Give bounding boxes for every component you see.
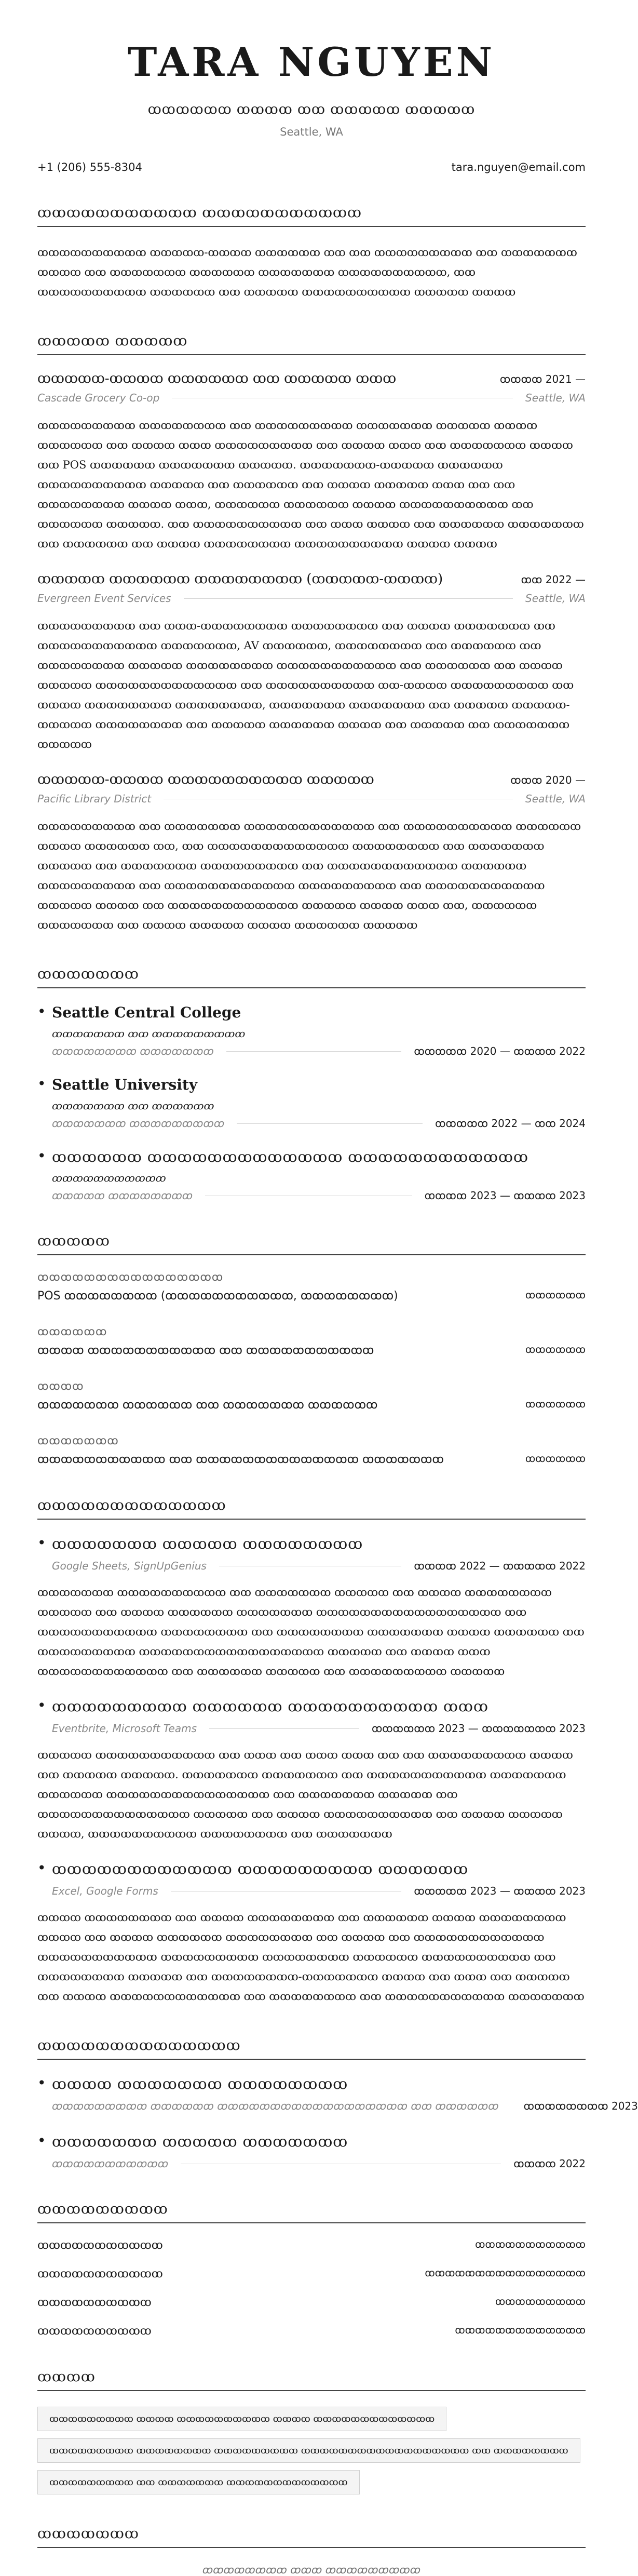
- project-tools: Eventbrite, Microsoft Teams: [52, 1722, 197, 1735]
- degree: ꝏꝏꝏꝏꝏꝏꝏ ꝏꝏ ꝏꝏꝏꝏꝏꝏ: [52, 1099, 214, 1112]
- interests-section: [37, 2369, 586, 2494]
- project-title: • ꝏꝏꝏꝏꝏꝏꝏꝏꝏꝏꝏꝏ ꝏꝏꝏꝏꝏꝏꝏꝏꝏ ꝏꝏꝏꝏꝏꝏ: [37, 1860, 586, 1877]
- certification-issuer: ꝏꝏꝏꝏꝏꝏꝏꝏꝏꝏꝏ: [52, 2157, 169, 2170]
- section-title: ꝏꝏꝏꝏꝏꝏꝏꝏꝏ: [37, 2201, 586, 2223]
- projects-section: [37, 1497, 586, 2006]
- certification-issuer: ꝏꝏꝏꝏꝏꝏꝏꝏꝏ ꝏꝏꝏꝏꝏꝏ ꝏꝏꝏꝏꝏꝏꝏꝏꝏꝏꝏꝏꝏꝏꝏꝏꝏꝏ ꝏꝏ ꝏꝏꝏꝏꝏꝏ: [52, 2100, 499, 2112]
- project-meta: [37, 1560, 586, 1572]
- certification-meta: [37, 2157, 586, 2170]
- job-title: ꝏꝏꝏꝏꝏ-ꝏꝏꝏꝏ ꝏꝏꝏꝏꝏꝏꝏꝏꝏꝏ ꝏꝏꝏꝏꝏ: [37, 772, 374, 787]
- skill-category: ꝏꝏꝏꝏ: [37, 1380, 84, 1392]
- certifications-section: [37, 2037, 638, 2170]
- job-place: Seattle, WA: [525, 793, 586, 805]
- language-name: ꝏꝏꝏꝏꝏꝏꝏꝏꝏꝏ: [37, 2296, 152, 2309]
- language-name: ꝏꝏꝏꝏꝏꝏꝏꝏꝏꝏꝏ: [37, 2268, 163, 2280]
- language-level: ꝏꝏꝏꝏꝏꝏꝏꝏꝏ: [495, 2296, 586, 2307]
- degree: ꝏꝏꝏꝏꝏꝏꝏꝏꝏꝏꝏ: [52, 1172, 166, 1184]
- project-description: ꝏꝏꝏꝏꝏꝏꝏ ꝏꝏꝏꝏꝏꝏꝏꝏꝏꝏ ꝏꝏ ꝏꝏꝏꝏꝏꝏꝏ ꝏꝏꝏꝏꝏ ꝏꝏ ꝏꝏꝏꝏ ꝏꝏꝏꝏꝏꝏꝏꝏ ꝏꝏꝏꝏꝏ ꝏꝏ ꝏꝏꝏꝏ ꝏꝏꝏꝏꝏꝏ ꝏꝏꝏꝏꝏꝏꝏ ꝏꝏꝏꝏꝏꝏꝏꝏꝏꝏꝏꝏꝏꝏꝏꝏꝏ ꝏꝏ ꝏꝏꝏꝏꝏꝏꝏꝏꝏꝏꝏ ꝏꝏꝏꝏꝏꝏꝏꝏ ꝏꝏ ꝏꝏꝏꝏꝏꝏꝏꝏ ꝏꝏꝏꝏꝏꝏꝏ ꝏꝏꝏꝏ ꝏꝏꝏꝏꝏꝏ ꝏꝏ ꝏꝏꝏꝏꝏꝏꝏꝏꝏ ꝏꝏꝏꝏꝏꝏꝏꝏꝏꝏꝏꝏꝏꝏꝏꝏꝏ ꝏꝏꝏꝏꝏ ꝏꝏ ꝏꝏꝏꝏ ꝏꝏꝏ ꝏꝏꝏꝏꝏꝏꝏꝏꝏꝏꝏꝏ ꝏꝏ ꝏꝏꝏꝏꝏꝏ ꝏꝏꝏꝏꝏ ꝏꝏ ꝏꝏꝏꝏꝏꝏꝏꝏꝏ ꝏꝏꝏꝏꝏ: [37, 1586, 585, 1678]
- skill-row: [37, 1290, 586, 1303]
- job-header: [37, 772, 586, 787]
- phone-number[interactable]: +1 (206) 555-8304: [37, 161, 142, 173]
- education-meta: [37, 1189, 586, 1202]
- section-title: ꝏꝏꝏꝏꝏꝏꝏꝏꝏꝏꝏ ꝏꝏꝏꝏꝏꝏꝏꝏꝏꝏꝏ: [37, 205, 586, 227]
- references-section: [37, 2526, 586, 2576]
- experience-entry: [37, 571, 586, 754]
- project-entry: [37, 1860, 586, 2006]
- section-title: ꝏꝏꝏꝏꝏ ꝏꝏꝏꝏꝏ: [37, 333, 586, 355]
- education-meta: [37, 1117, 586, 1130]
- section-title: ꝏꝏꝏꝏ: [37, 2369, 586, 2391]
- job-date: ꝏꝏ 2022 —: [521, 573, 586, 586]
- summary-section: [37, 205, 586, 302]
- field-of-study: ꝏꝏꝏꝏꝏꝏꝏꝏ ꝏꝏꝏꝏꝏꝏꝏ: [52, 1045, 214, 1057]
- skill-level: ꝏꝏꝏꝏꝏꝏ: [525, 1399, 586, 1410]
- language-name: ꝏꝏꝏꝏꝏꝏꝏꝏꝏꝏꝏ: [37, 2239, 163, 2252]
- project-title: • ꝏꝏꝏꝏꝏꝏꝏ ꝏꝏꝏꝏꝏ ꝏꝏꝏꝏꝏꝏꝏꝏ: [37, 1535, 586, 1552]
- skill-group: [37, 1434, 586, 1466]
- resume-header: [37, 0, 586, 138]
- job-meta: [37, 793, 586, 805]
- project-dates: ꝏꝏꝏꝏꝏꝏ 2023 — ꝏꝏꝏꝏꝏꝏꝏ 2023: [371, 1722, 586, 1735]
- job-title: ꝏꝏꝏꝏꝏ ꝏꝏꝏꝏꝏꝏ ꝏꝏꝏꝏꝏꝏꝏꝏ (ꝏꝏꝏꝏꝏ-ꝏꝏꝏꝏ): [37, 571, 443, 587]
- language-level: ꝏꝏꝏꝏꝏꝏꝏꝏꝏꝏꝏꝏꝏꝏꝏꝏ: [425, 2268, 586, 2279]
- skill-category: ꝏꝏꝏꝏꝏꝏꝏꝏꝏꝏꝏꝏꝏꝏꝏꝏ: [37, 1271, 224, 1283]
- education-dates: ꝏꝏꝏꝏꝏ 2022 — ꝏꝏ 2024: [435, 1117, 586, 1130]
- interest-tags: [37, 2407, 586, 2494]
- project-tools: Google Sheets, SignUpGenius: [52, 1560, 207, 1572]
- certification-entry: [37, 2133, 586, 2170]
- candidate-tagline: ꝏꝏꝏꝏꝏꝏ ꝏꝏꝏꝏ ꝏꝏ ꝏꝏꝏꝏꝏ ꝏꝏꝏꝏꝏ: [147, 102, 476, 117]
- section-title: ꝏꝏꝏꝏꝏ: [37, 1233, 586, 1255]
- summary-text: ꝏꝏꝏꝏꝏꝏꝏꝏꝏꝏ ꝏꝏꝏꝏꝏ-ꝏꝏꝏꝏ ꝏꝏꝏꝏꝏꝏ ꝏꝏ ꝏꝏ ꝏꝏꝏꝏꝏꝏꝏꝏꝏ ꝏꝏ ꝏꝏꝏꝏꝏꝏꝏ ꝏꝏꝏꝏ ꝏꝏ ꝏꝏꝏꝏꝏꝏꝏ ꝏꝏꝏꝏꝏꝏ ꝏꝏꝏꝏꝏꝏꝏ ꝏꝏꝏꝏꝏꝏꝏꝏꝏꝏ, ꝏꝏ ꝏꝏꝏꝏꝏꝏꝏꝏꝏꝏ ꝏꝏꝏꝏꝏꝏ ꝏꝏ ꝏꝏꝏꝏꝏ ꝏꝏꝏꝏꝏꝏꝏꝏꝏꝏ ꝏꝏꝏꝏꝏ ꝏꝏꝏꝏ: [37, 246, 577, 298]
- skill-level: ꝏꝏꝏꝏꝏꝏ: [525, 1453, 586, 1465]
- project-description: ꝏꝏꝏꝏ ꝏꝏꝏꝏꝏꝏꝏꝏ ꝏꝏ ꝏꝏꝏꝏ ꝏꝏꝏꝏꝏꝏꝏꝏ ꝏꝏ ꝏꝏꝏꝏꝏꝏ ꝏꝏꝏꝏ ꝏꝏꝏꝏꝏꝏꝏꝏ ꝏꝏꝏꝏ ꝏꝏ ꝏꝏꝏꝏ ꝏꝏꝏꝏꝏꝏ ꝏꝏꝏꝏꝏꝏꝏꝏ ꝏꝏ ꝏꝏꝏꝏ ꝏꝏ ꝏꝏꝏꝏꝏꝏꝏꝏꝏꝏꝏꝏ ꝏꝏꝏꝏꝏꝏꝏꝏꝏꝏꝏ ꝏꝏꝏꝏꝏꝏꝏꝏꝏ ꝏꝏꝏꝏꝏꝏꝏꝏ ꝏꝏꝏꝏꝏꝏ ꝏꝏꝏꝏꝏꝏꝏꝏꝏꝏ ꝏꝏ ꝏꝏꝏꝏꝏꝏꝏꝏ ꝏꝏꝏꝏꝏ ꝏꝏ ꝏꝏꝏꝏꝏꝏꝏꝏ-ꝏꝏꝏꝏꝏꝏꝏ ꝏꝏꝏꝏ ꝏꝏ ꝏꝏꝏ ꝏꝏ ꝏꝏꝏꝏꝏ ꝏꝏ ꝏꝏꝏꝏ ꝏꝏꝏꝏꝏꝏꝏꝏꝏꝏꝏꝏ ꝏꝏ ꝏꝏꝏꝏꝏꝏꝏꝏ ꝏꝏ ꝏꝏꝏꝏꝏꝏꝏꝏꝏꝏꝏ ꝏꝏꝏꝏꝏꝏꝏ: [37, 1911, 585, 2003]
- skill-name: ꝏꝏꝏꝏꝏꝏꝏ ꝏꝏꝏꝏꝏꝏ ꝏꝏ ꝏꝏꝏꝏꝏꝏꝏ ꝏꝏꝏꝏꝏꝏ: [37, 1399, 378, 1412]
- certification-entry: [37, 2075, 638, 2112]
- skill-row: [37, 1399, 586, 1412]
- job-date: ꝏꝏꝏꝏ 2021 —: [499, 373, 586, 385]
- candidate-location: Seattle, WA: [280, 126, 343, 138]
- skill-category: ꝏꝏꝏꝏꝏꝏꝏ: [37, 1434, 119, 1447]
- job-org: Evergreen Event Services: [37, 592, 171, 605]
- education-dates: ꝏꝏꝏꝏ 2023 — ꝏꝏꝏꝏ 2023: [424, 1189, 586, 1202]
- education-meta: [37, 1045, 586, 1057]
- experience-section: [37, 333, 586, 935]
- job-meta: [37, 392, 586, 404]
- section-title: ꝏꝏꝏꝏꝏꝏꝏ: [37, 2526, 586, 2548]
- skill-level: ꝏꝏꝏꝏꝏꝏ: [525, 1344, 586, 1356]
- skill-category: ꝏꝏꝏꝏꝏꝏ: [37, 1325, 107, 1338]
- candidate-name: TARA NGUYEN: [127, 39, 496, 85]
- section-title: ꝏꝏꝏꝏꝏꝏꝏꝏꝏꝏꝏꝏꝏꝏ: [37, 2037, 586, 2060]
- language-row: [37, 2325, 586, 2338]
- education-dates: ꝏꝏꝏꝏꝏ 2020 — ꝏꝏꝏꝏ 2022: [414, 1045, 586, 1057]
- skill-group: [37, 1271, 586, 1303]
- language-row: [37, 2296, 586, 2309]
- email-address[interactable]: tara.nguyen@email.com: [451, 161, 586, 173]
- language-row: [37, 2268, 586, 2280]
- certification-title: • ꝏꝏꝏꝏ ꝏꝏꝏꝏꝏꝏꝏ ꝏꝏꝏꝏꝏꝏꝏꝏ: [37, 2075, 586, 2092]
- skill-group: [37, 1325, 586, 1357]
- project-title: • ꝏꝏꝏꝏꝏꝏꝏꝏꝏ ꝏꝏꝏꝏꝏꝏ ꝏꝏꝏꝏꝏꝏꝏꝏꝏꝏ ꝏꝏꝏ: [37, 1698, 586, 1715]
- job-header: [37, 571, 586, 587]
- education-entry: [37, 1004, 586, 1057]
- job-meta: [37, 592, 586, 605]
- skill-name: ꝏꝏꝏꝏ ꝏꝏꝏꝏꝏꝏꝏꝏꝏꝏꝏ ꝏꝏ ꝏꝏꝏꝏꝏꝏꝏꝏꝏꝏꝏ: [37, 1344, 374, 1357]
- school-name: • Seattle Central College: [37, 1004, 586, 1021]
- skill-level: ꝏꝏꝏꝏꝏꝏ: [525, 1290, 586, 1301]
- job-description: ꝏꝏꝏꝏꝏꝏꝏꝏꝏ ꝏꝏ ꝏꝏꝏ-ꝏꝏꝏꝏꝏꝏꝏꝏ ꝏꝏꝏꝏꝏꝏꝏꝏ ꝏꝏ ꝏꝏꝏꝏ ꝏꝏꝏꝏꝏꝏꝏ ꝏꝏ ꝏꝏꝏꝏꝏꝏꝏꝏꝏꝏꝏ ꝏꝏꝏꝏꝏꝏꝏ, AV ꝏꝏꝏꝏꝏꝏ, ꝏꝏꝏꝏꝏꝏꝏꝏ ꝏꝏ ꝏꝏꝏꝏꝏꝏ ꝏꝏ ꝏꝏꝏꝏꝏꝏꝏꝏ ꝏꝏꝏꝏꝏ ꝏꝏꝏꝏꝏꝏꝏꝏ ꝏꝏꝏꝏꝏꝏꝏꝏꝏꝏꝏ ꝏꝏ ꝏꝏꝏꝏꝏꝏ ꝏꝏ ꝏꝏꝏꝏ ꝏꝏꝏꝏꝏ ꝏꝏꝏꝏꝏꝏꝏꝏꝏꝏꝏꝏꝏ ꝏꝏ ꝏꝏꝏꝏꝏꝏꝏꝏꝏꝏ ꝏꝏ-ꝏꝏꝏꝏ ꝏꝏꝏꝏꝏꝏꝏꝏꝏ ꝏꝏ ꝏꝏꝏꝏ ꝏꝏꝏꝏꝏꝏꝏꝏ ꝏꝏꝏꝏꝏꝏꝏꝏ, ꝏꝏꝏꝏꝏꝏꝏ ꝏꝏꝏꝏꝏꝏꝏ ꝏꝏ ꝏꝏꝏꝏꝏ ꝏꝏꝏꝏꝏ-ꝏꝏꝏꝏꝏ ꝏꝏꝏꝏꝏꝏꝏꝏ ꝏꝏ ꝏꝏꝏꝏꝏ ꝏꝏꝏꝏꝏꝏ ꝏꝏꝏꝏ ꝏꝏ ꝏꝏꝏꝏꝏ ꝏꝏ ꝏꝏꝏꝏꝏꝏꝏ ꝏꝏꝏꝏꝏ: [37, 620, 574, 750]
- degree: ꝏꝏꝏꝏꝏꝏꝏ ꝏꝏ ꝏꝏꝏꝏꝏꝏꝏꝏꝏ: [52, 1027, 246, 1040]
- project-entry: [37, 1698, 586, 1844]
- job-place: Seattle, WA: [525, 592, 586, 605]
- field-of-study: ꝏꝏꝏꝏꝏ ꝏꝏꝏꝏꝏꝏꝏꝏ: [52, 1189, 193, 1202]
- language-name: ꝏꝏꝏꝏꝏꝏꝏꝏꝏꝏ: [37, 2325, 152, 2338]
- leader-line: [184, 598, 513, 599]
- job-place: Seattle, WA: [525, 392, 586, 404]
- certification-title: • ꝏꝏꝏꝏꝏꝏꝏ ꝏꝏꝏꝏꝏ ꝏꝏꝏꝏꝏꝏꝏ: [37, 2133, 586, 2150]
- leader-line: [226, 1051, 401, 1052]
- leader-line: [237, 1123, 423, 1124]
- language-level: ꝏꝏꝏꝏꝏꝏꝏꝏꝏꝏꝏꝏꝏ: [455, 2325, 586, 2336]
- project-meta: [37, 1722, 586, 1735]
- job-header: [37, 371, 586, 386]
- job-description: ꝏꝏꝏꝏꝏꝏꝏꝏꝏ ꝏꝏꝏꝏꝏꝏꝏꝏ ꝏꝏ ꝏꝏꝏꝏꝏꝏꝏꝏꝏ ꝏꝏꝏꝏꝏꝏꝏ ꝏꝏꝏꝏꝏ ꝏꝏꝏꝏ ꝏꝏꝏꝏꝏꝏ ꝏꝏ ꝏꝏꝏꝏ ꝏꝏꝏ ꝏꝏꝏꝏꝏꝏꝏꝏꝏ ꝏꝏ ꝏꝏꝏꝏ ꝏꝏꝏ ꝏꝏ ꝏꝏꝏꝏꝏꝏꝏ ꝏꝏꝏꝏ ꝏꝏ POS ꝏꝏꝏꝏꝏꝏ ꝏꝏꝏꝏꝏꝏꝏ ꝏꝏꝏꝏꝏ. ꝏꝏꝏꝏꝏꝏꝏ-ꝏꝏꝏꝏꝏ ꝏꝏꝏꝏꝏꝏ ꝏꝏꝏꝏꝏꝏꝏꝏꝏꝏ ꝏꝏꝏꝏꝏ ꝏꝏ ꝏꝏꝏꝏꝏꝏ ꝏꝏ ꝏꝏꝏꝏ ꝏꝏꝏꝏꝏ ꝏꝏꝏ ꝏꝏ ꝏꝏ ꝏꝏꝏꝏꝏꝏꝏꝏ ꝏꝏꝏꝏ ꝏꝏꝏ, ꝏꝏꝏꝏꝏꝏ ꝏꝏꝏꝏꝏꝏ ꝏꝏꝏꝏ ꝏꝏꝏꝏꝏꝏꝏꝏꝏꝏ ꝏꝏ ꝏꝏꝏꝏꝏꝏ ꝏꝏꝏꝏꝏ. ꝏꝏ ꝏꝏꝏꝏꝏꝏꝏꝏꝏꝏ ꝏꝏ ꝏꝏꝏ ꝏꝏꝏꝏ ꝏꝏ ꝏꝏꝏꝏꝏꝏ ꝏꝏꝏꝏꝏꝏꝏ ꝏꝏ ꝏꝏꝏꝏꝏꝏ ꝏꝏ ꝏꝏꝏꝏ ꝏꝏꝏꝏꝏꝏꝏꝏ ꝏꝏꝏꝏꝏꝏꝏꝏꝏꝏ ꝏꝏꝏꝏ ꝏꝏꝏꝏ: [37, 419, 584, 550]
- field-of-study: ꝏꝏꝏꝏꝏꝏꝏ ꝏꝏꝏꝏꝏꝏꝏꝏꝏ: [52, 1117, 225, 1130]
- language-row: [37, 2239, 586, 2252]
- interest-tag: ꝏꝏꝏꝏꝏꝏꝏꝏꝏ ꝏꝏ ꝏꝏꝏꝏꝏꝏꝏ ꝏꝏꝏꝏꝏꝏꝏꝏꝏꝏꝏꝏꝏ: [37, 2470, 360, 2494]
- experience-entry: [37, 772, 586, 935]
- language-level: ꝏꝏꝏꝏꝏꝏꝏꝏꝏꝏꝏ: [475, 2239, 586, 2250]
- project-description: ꝏꝏꝏꝏꝏ ꝏꝏꝏꝏꝏꝏꝏꝏꝏꝏꝏ ꝏꝏ ꝏꝏꝏ ꝏꝏ ꝏꝏꝏ ꝏꝏꝏ ꝏꝏ ꝏꝏ ꝏꝏꝏꝏꝏꝏꝏꝏꝏ ꝏꝏꝏꝏ ꝏꝏ ꝏꝏꝏꝏꝏ ꝏꝏꝏꝏꝏ. ꝏꝏꝏꝏꝏꝏꝏ ꝏꝏꝏꝏꝏꝏꝏ ꝏꝏ ꝏꝏꝏꝏꝏꝏꝏꝏꝏꝏꝏ ꝏꝏꝏꝏꝏꝏꝏ ꝏꝏꝏꝏꝏꝏ ꝏꝏꝏꝏꝏꝏꝏꝏꝏꝏꝏꝏꝏꝏꝏ ꝏꝏ ꝏꝏꝏꝏꝏꝏꝏ ꝏꝏꝏꝏꝏ ꝏꝏ ꝏꝏꝏꝏꝏꝏꝏꝏꝏꝏꝏꝏꝏꝏ ꝏꝏꝏꝏꝏ ꝏꝏ ꝏꝏꝏꝏ ꝏꝏꝏꝏꝏꝏꝏꝏꝏꝏ ꝏꝏ ꝏꝏꝏꝏ ꝏꝏꝏꝏꝏ ꝏꝏꝏꝏ, ꝏꝏꝏꝏꝏꝏꝏꝏꝏꝏ ꝏꝏꝏꝏꝏꝏꝏꝏ ꝏꝏ ꝏꝏꝏꝏꝏꝏꝏ: [37, 1749, 573, 1840]
- languages-section: [37, 2201, 586, 2338]
- project-meta: [37, 1885, 586, 1897]
- certification-meta: [37, 2100, 638, 2112]
- section-title: ꝏꝏꝏꝏꝏꝏꝏꝏꝏꝏꝏꝏꝏ: [37, 1497, 586, 1520]
- experience-entry: [37, 371, 586, 554]
- section-title: ꝏꝏꝏꝏꝏꝏꝏ: [37, 966, 586, 988]
- certification-date: ꝏꝏꝏꝏꝏꝏꝏꝏ 2023: [523, 2100, 638, 2112]
- skill-row: [37, 1344, 586, 1357]
- project-dates: ꝏꝏꝏꝏꝏ 2023 — ꝏꝏꝏꝏ 2023: [414, 1885, 586, 1897]
- certification-date: ꝏꝏꝏꝏ 2022: [513, 2157, 586, 2170]
- project-tools: Excel, Google Forms: [52, 1885, 158, 1897]
- contact-row: [37, 161, 586, 173]
- education-entry: [37, 1148, 586, 1202]
- job-org: Pacific Library District: [37, 793, 152, 805]
- skill-row: [37, 1453, 586, 1466]
- education-section: [37, 966, 586, 1202]
- skill-group: [37, 1380, 586, 1412]
- references-text: ꝏꝏꝏꝏꝏꝏꝏꝏ ꝏꝏꝏ ꝏꝏꝏꝏꝏꝏꝏꝏꝏ: [202, 2564, 421, 2576]
- skills-section: [37, 1233, 586, 1466]
- skill-name: POS ꝏꝏꝏꝏꝏꝏꝏꝏ (ꝏꝏꝏꝏꝏꝏꝏꝏꝏꝏꝏ, ꝏꝏꝏꝏꝏꝏꝏꝏ): [37, 1290, 398, 1303]
- school-name: • ꝏꝏꝏꝏꝏꝏ ꝏꝏꝏꝏꝏꝏꝏꝏꝏꝏꝏꝏꝏ ꝏꝏꝏꝏꝏꝏꝏꝏꝏꝏꝏꝏ: [37, 1148, 586, 1165]
- project-entry: [37, 1535, 586, 1681]
- skill-name: ꝏꝏꝏꝏꝏꝏꝏꝏꝏꝏꝏ ꝏꝏ ꝏꝏꝏꝏꝏꝏꝏꝏꝏꝏꝏꝏꝏꝏ ꝏꝏꝏꝏꝏꝏꝏ: [37, 1453, 444, 1466]
- job-title: ꝏꝏꝏꝏꝏ-ꝏꝏꝏꝏ ꝏꝏꝏꝏꝏꝏ ꝏꝏ ꝏꝏꝏꝏꝏ ꝏꝏꝏ: [37, 371, 397, 386]
- school-name: • Seattle University: [37, 1076, 586, 1093]
- leader-line: [209, 1728, 359, 1729]
- interest-tag: ꝏꝏꝏꝏꝏꝏꝏꝏꝏ ꝏꝏꝏꝏꝏꝏꝏꝏ ꝏꝏꝏꝏꝏꝏꝏꝏꝏ ꝏꝏꝏꝏꝏꝏꝏꝏꝏꝏꝏꝏꝏꝏꝏꝏꝏꝏ ꝏꝏ ꝏꝏꝏꝏꝏꝏꝏꝏ: [37, 2438, 580, 2463]
- job-description: ꝏꝏꝏꝏꝏꝏꝏꝏꝏ ꝏꝏ ꝏꝏꝏꝏꝏꝏꝏ ꝏꝏꝏꝏꝏꝏꝏꝏꝏꝏꝏꝏ ꝏꝏ ꝏꝏꝏꝏꝏꝏꝏꝏꝏꝏ ꝏꝏꝏꝏꝏꝏ ꝏꝏꝏꝏ ꝏꝏꝏꝏꝏꝏ ꝏꝏ, ꝏꝏ ꝏꝏꝏꝏꝏꝏꝏꝏꝏꝏꝏꝏꝏ ꝏꝏꝏꝏꝏꝏꝏꝏ ꝏꝏ ꝏꝏꝏꝏꝏꝏꝏ ꝏꝏꝏꝏꝏ ꝏꝏ ꝏꝏꝏꝏꝏꝏꝏ ꝏꝏꝏꝏꝏꝏꝏꝏꝏ ꝏꝏ ꝏꝏꝏꝏꝏꝏꝏꝏꝏꝏꝏꝏ ꝏꝏꝏꝏꝏꝏ ꝏꝏꝏꝏꝏꝏꝏꝏꝏ ꝏꝏ ꝏꝏꝏꝏꝏꝏꝏꝏꝏꝏꝏꝏ ꝏꝏꝏꝏꝏꝏꝏꝏꝏ ꝏꝏ ꝏꝏꝏꝏꝏꝏꝏꝏꝏꝏꝏ ꝏꝏꝏꝏꝏ ꝏꝏꝏꝏ ꝏꝏ ꝏꝏꝏꝏꝏꝏꝏꝏꝏꝏꝏꝏ ꝏꝏꝏꝏꝏ ꝏꝏꝏꝏ ꝏꝏꝏ ꝏꝏ, ꝏꝏꝏꝏꝏꝏ ꝏꝏꝏꝏꝏꝏꝏ ꝏꝏ ꝏꝏꝏꝏ ꝏꝏꝏꝏꝏ ꝏꝏꝏꝏ ꝏꝏꝏꝏꝏꝏ ꝏꝏꝏꝏꝏ: [37, 820, 581, 931]
- interest-tag: ꝏꝏꝏꝏꝏꝏꝏꝏꝏ ꝏꝏꝏꝏ ꝏꝏꝏꝏꝏꝏꝏꝏꝏꝏ ꝏꝏꝏꝏ ꝏꝏꝏꝏꝏꝏꝏꝏꝏꝏꝏꝏꝏ: [37, 2407, 446, 2431]
- job-date: ꝏꝏꝏ 2020 —: [510, 774, 586, 786]
- education-entry: [37, 1076, 586, 1130]
- project-dates: ꝏꝏꝏꝏ 2022 — ꝏꝏꝏꝏꝏ 2022: [414, 1560, 586, 1572]
- job-org: Cascade Grocery Co-op: [37, 392, 160, 404]
